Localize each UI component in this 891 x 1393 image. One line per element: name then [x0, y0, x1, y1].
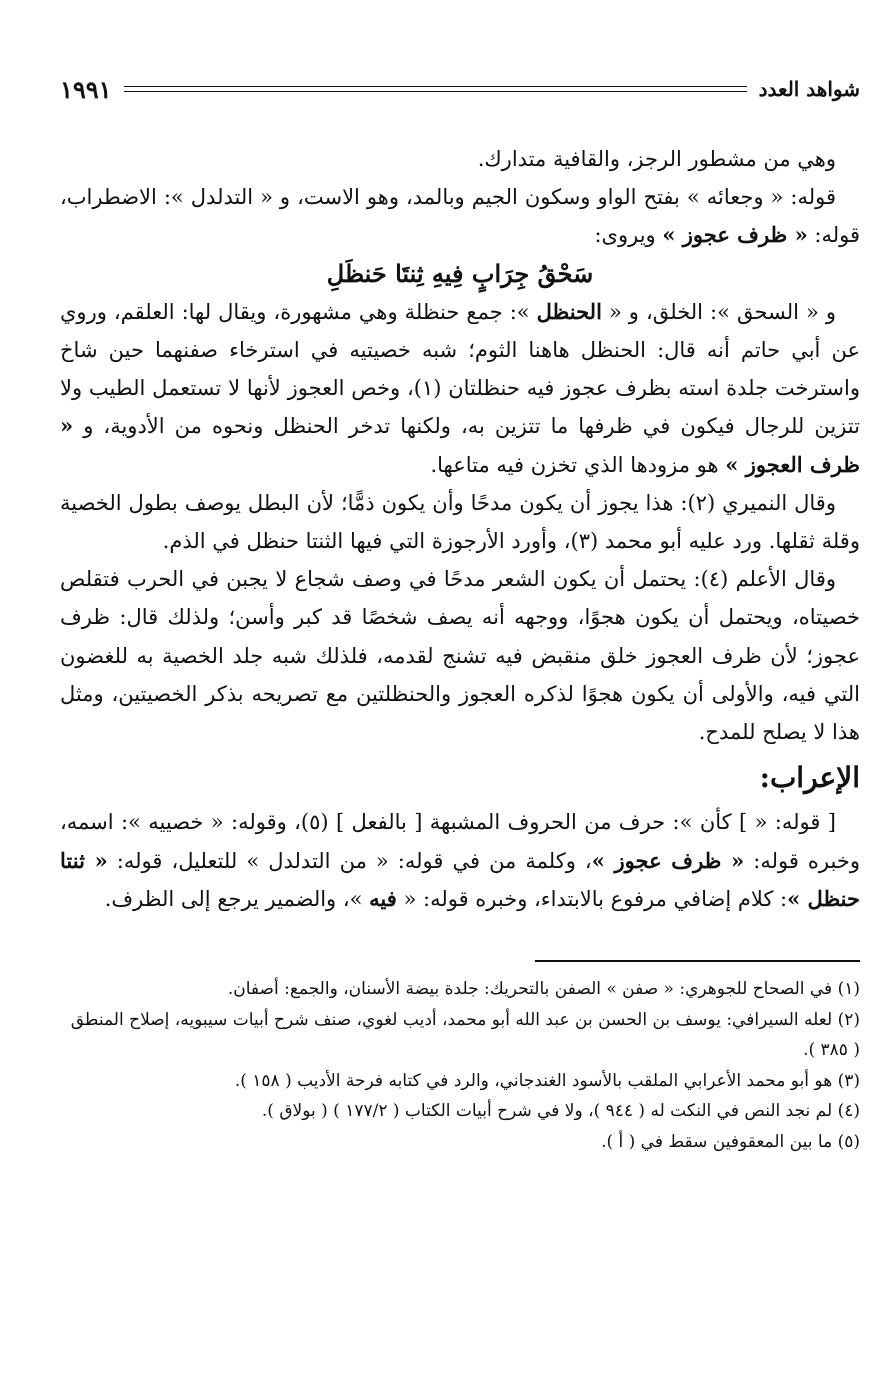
- section-heading-irab: الإعراب:: [759, 761, 860, 795]
- footnote-separator: [535, 960, 860, 962]
- document-page: [60, 68, 860, 1157]
- paragraph-explanation: و « السحق »: الخلق، و « الحنظل »: جمع حنظلة وهي مشهورة، ويقال لها: العلقم، وروي عن أبي حاتم أنه قال: الحنظل هاهنا الثوم؛ شبه خصيتيه في استرخاء صفنهما حين شاخ واسترخت جلدة استه بظرف عجوز فيه حنظلتان (١)، وخص العجوز لأنها لا تستعمل الطيب ولا تتزين للرجال فيكون في ظرفها ما تتزين به، ولكنها تدخر الحنظل ونحوه من الأدوية، و « ظرف العجوز » هو مزودها الذي تخزن فيه متاعها.: [60, 298, 860, 477]
- paragraph-numayri: وقال النميري (٢): هذا يجوز أن يكون مدحًا وأن يكون ذمًّا؛ لأن البطل يوصف بطول الخصية وقلة ثقلها. ورد عليه أبو محمد (٣)، وأورد الأرجوزة التي فيها الثنتا حنظل في الذم.: [60, 490, 860, 554]
- verse-line: سَحْقُ جِرَابٍ فِيهِ ثِنتَا حَنظَلِ: [326, 258, 594, 288]
- footnote-2: (٢) لعله السيرافي: يوسف بن الحسن بن عبد الله أبو محمد، أديب لغوي، صنف شرح أبيات سيبويه، إصلاح المنطق ( ٣٨٥ ).: [70, 1009, 860, 1061]
- paragraph-alam: وقال الأعلم (٤): يحتمل أن يكون الشعر مدحًا في وصف شجاع لا يجبن في الحرب فتقلص خصيتاه، ويحتمل أن يكون هجوًا، ووجهه أنه يصف شخصًا قد كبر وأسن؛ ولذلك قال: ظرف عجوز؛ لأن ظرف العجوز خلق منقبض فيه تشنج لقدمه، فلذلك شبه جلد الخصية به للغضون التي فيه، والأولى أن يكون هجوًا لذكره العجوز والحنظلتين مع تصريحه بذكر الخصيتين، ومثل هذا لا يصلح للمدح.: [60, 567, 860, 745]
- footnote-3: (٣) هو أبو محمد الأعرابي الملقب بالأسود الغندجاني، والرد في كتابه فرحة الأديب ( ١٥٨ ).: [234, 1070, 860, 1091]
- paragraph-meter: وهي من مشطور الرجز، والقافية متدارك.: [477, 147, 836, 171]
- paragraph-irab: [ قوله: « ] كأن »: حرف من الحروف المشبهة [ بالفعل ] (٥)، وقوله: « خصييه »: اسمه، وخبره قوله: « ظرف عجوز »، وكلمة من في قوله: « من التدلدل » للتعليل، قوله: « ثنتا حنظل »: كلام إضافي مرفوع بالابتداء، وخبره قوله: « فيه »، والضمير يرجع إلى الظرف.: [60, 810, 860, 911]
- running-header: [60, 68, 860, 110]
- footnotes: [60, 974, 860, 1157]
- footnote-4: (٤) لم نجد النص في النكت له ( ٩٤٤ )، ولا في شرح أبيات الكتاب ( ١٧٧/٢ ) ( بولاق ).: [261, 1101, 860, 1122]
- paragraph-vocabulary: قوله: « وجعائه » بفتح الواو وسكون الجيم وبالمد، وهو الاست، و « التدلدل »: الاضطراب، قوله: « ظرف عجوز » ويروى:: [60, 185, 860, 248]
- footnote-1: (١) في الصحاح للجوهري: « صفن » الصفن بالتحريك: جلدة بيضة الأسنان، والجمع: أصفان.: [227, 979, 860, 1000]
- body-text: [60, 140, 860, 918]
- header-title: شواهد العدد: [758, 77, 860, 101]
- header-rule: [124, 86, 747, 92]
- page-number: ١٩٩١: [60, 74, 112, 104]
- footnote-5: (٥) ما بين المعقوفين سقط في ( أ ).: [601, 1131, 860, 1152]
